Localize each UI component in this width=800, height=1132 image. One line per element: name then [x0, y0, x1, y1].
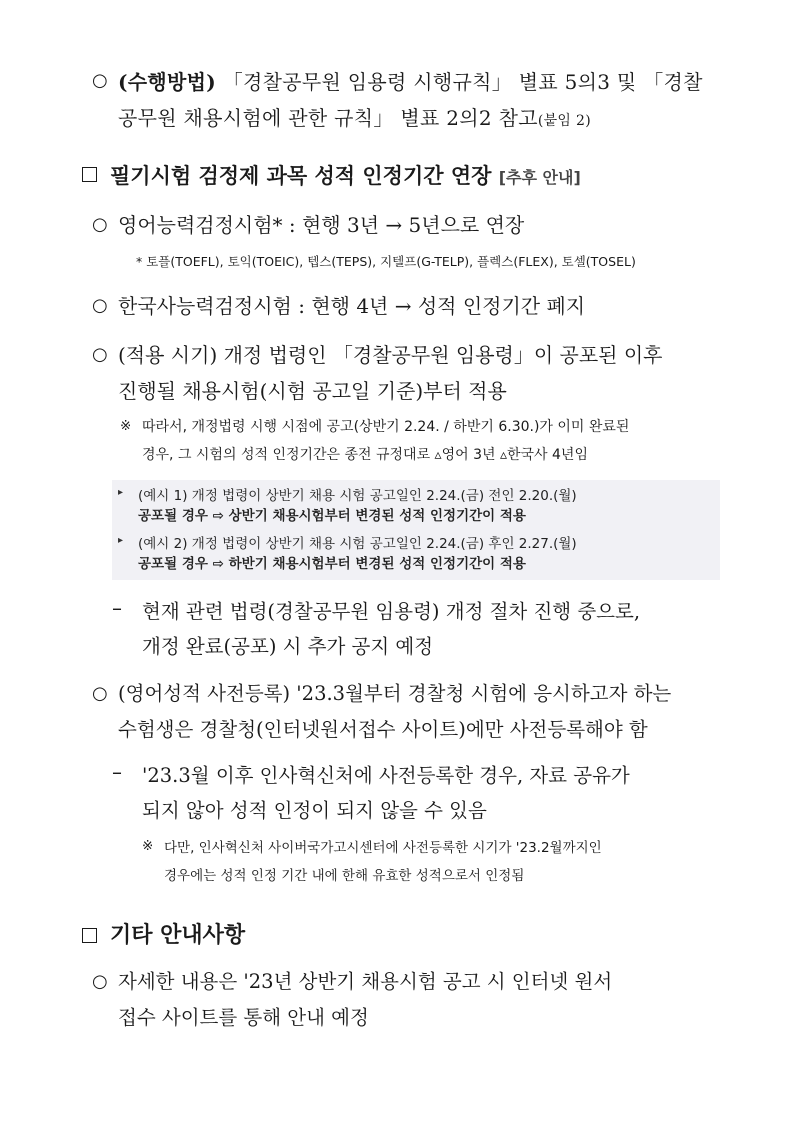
detail-line-1: 자세한 내용은 '23년 상반기 채용시험 공고 시 인터넷 원서	[118, 970, 613, 993]
dash-bullet: –	[112, 760, 122, 784]
prereg-line-2: 수험생은 경찰청(인터넷원서접수 사이트)에만 사전등록해야 함	[118, 718, 648, 741]
apply-line-2: 진행될 채용시험(시험 공고일 기준)부터 적용	[118, 379, 507, 403]
triangle-bullet-icon: ▸	[118, 487, 124, 498]
example-2-line-1: (예시 2) 개정 법령이 상반기 채용 시험 공고일인 2.24.(금) 후인 2.27.(월)	[138, 536, 577, 552]
note-mark-icon: ※	[120, 418, 132, 434]
note-line-1: 따라서, 개정법령 시행 시점에 공고(상반기 2.24. / 하반기 6.30.)가 이미 완료된	[142, 419, 630, 435]
after-line-2: 되지 않아 성적 인정이 되지 않을 수 있음	[142, 799, 487, 822]
method-text-1: 「경찰공무원 임용령 시행규칙」 별표 5의3 및 「경찰	[222, 70, 703, 94]
method-text-2: 공무원 채용시험에 관한 규칙」 별표 2의2 참고	[118, 106, 538, 130]
dash-bullet: –	[112, 596, 122, 620]
section-square-icon	[82, 167, 97, 182]
history-change: 한국사능력검정시험 : 현행 4년 → 성적 인정기간 폐지	[118, 294, 586, 318]
circle-bullet: ○	[92, 214, 108, 235]
note-mark-icon: ※	[142, 838, 154, 854]
circle-bullet: ○	[92, 683, 108, 704]
english-extension: 영어능력검정시험* : 현행 3년 → 5년으로 연장	[118, 213, 525, 237]
current-line-1: 현재 관련 법령(경찰공무원 임용령) 개정 절차 진행 중으로,	[142, 600, 641, 623]
example-1-line-1: (예시 1) 개정 법령이 상반기 채용 시험 공고일인 2.24.(금) 전인 2.20.(월)	[138, 488, 577, 504]
after-line-1: '23.3월 이후 인사혁신처에 사전등록한 경우, 자료 공유가	[142, 764, 630, 787]
method-attachment: (붙임 2)	[537, 113, 591, 129]
circle-bullet: ○	[92, 295, 108, 316]
note-line-2: 경우, 그 시험의 성적 인정기간은 종전 규정대로 ▵영어 3년 ▵한국사 4년임	[142, 447, 588, 463]
circle-bullet: ○	[92, 70, 108, 91]
circle-bullet: ○	[92, 971, 108, 992]
section-title: 필기시험 검정제 과목 성적 인정기간 연장	[110, 164, 492, 188]
apply-line-1: (적용 시기) 개정 법령인 「경찰공무원 임용령」이 공포된 이후	[118, 343, 663, 367]
example-2-line-2: 공포될 경우 ⇨ 하반기 채용시험부터 변경된 성적 인정기간이 적용	[138, 556, 526, 572]
english-footnote: * 토플(TOEFL), 토익(TOEIC), 텝스(TEPS), 지텔프(G-TELP), 플렉스(FLEX), 토셀(TOSEL)	[136, 254, 636, 269]
example-1-line-2: 공포될 경우 ⇨ 상반기 채용시험부터 변경된 성적 인정기간이 적용	[138, 508, 526, 524]
note2-line-1: 다만, 인사혁신처 사이버국가고시센터에 사전등록한 시기가 '23.2월까지인	[164, 840, 602, 856]
triangle-bullet-icon: ▸	[118, 535, 124, 546]
section-square-icon	[82, 928, 97, 943]
detail-line-2: 접수 사이트를 통해 안내 예정	[118, 1006, 369, 1029]
current-line-2: 개정 완료(공포) 시 추가 공지 예정	[142, 635, 434, 658]
prereg-line-1: (영어성적 사전등록) '23.3월부터 경찰청 시험에 응시하고자 하는	[118, 682, 672, 705]
section-tag: [추후 안내]	[498, 168, 581, 187]
method-label: (수행방법)	[118, 70, 217, 94]
note2-line-2: 경우에는 성적 인정 기간 내에 한해 유효한 성적으로서 인정됨	[164, 868, 525, 884]
section-title: 기타 안내사항	[110, 923, 246, 948]
circle-bullet: ○	[92, 344, 108, 365]
